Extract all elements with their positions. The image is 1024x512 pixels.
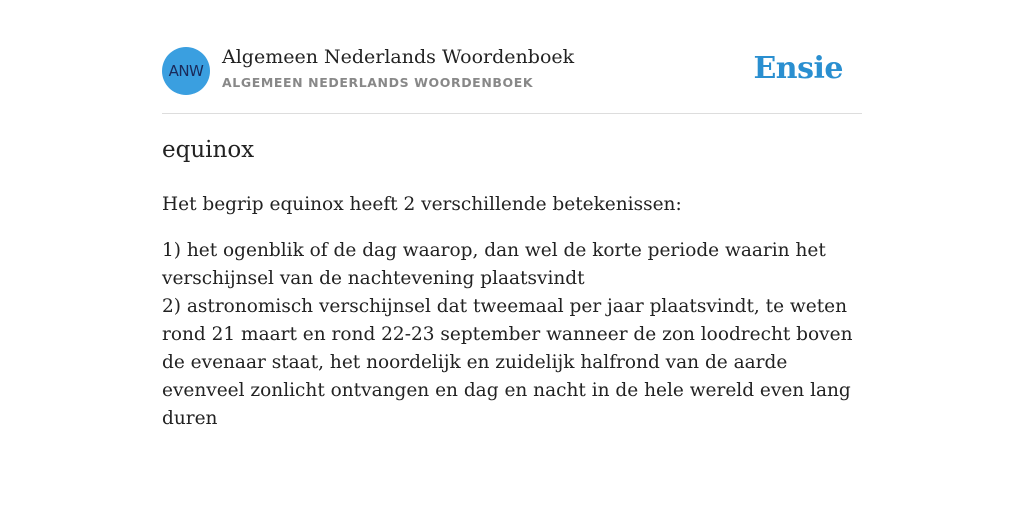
header bbox=[162, 0, 862, 114]
site-subtitle: ALGEMEEN NEDERLANDS WOORDENBOEK bbox=[222, 75, 534, 90]
definition-list bbox=[162, 237, 862, 433]
ensie-brand-link[interactable]: Ensie bbox=[753, 51, 843, 86]
page-container bbox=[162, 0, 862, 429]
entry-term: equinox bbox=[162, 137, 255, 163]
definition-item-1: 1) het ogenblik of de dag waarop, dan wel de korte periode waarin het verschijnsel van de nachtevening plaatsvindt bbox=[162, 240, 826, 289]
anw-logo[interactable] bbox=[162, 47, 210, 95]
site-title[interactable]: Algemeen Nederlands Woordenboek bbox=[222, 46, 575, 68]
entry-intro: Het begrip equinox heeft 2 verschillende betekenissen: bbox=[162, 194, 682, 215]
definition-item-2: 2) astronomisch verschijnsel dat tweemaal per jaar plaatsvindt, te weten rond 21 maart en rond 22-23 september wanneer de zon loodrecht boven de evenaar staat, het noordelijk en zuidelijk halfrond van de aarde evenveel zonlicht ontvangen en dag en nacht in de hele wereld even lang duren bbox=[162, 296, 853, 429]
logo-text: ANW bbox=[168, 62, 204, 80]
